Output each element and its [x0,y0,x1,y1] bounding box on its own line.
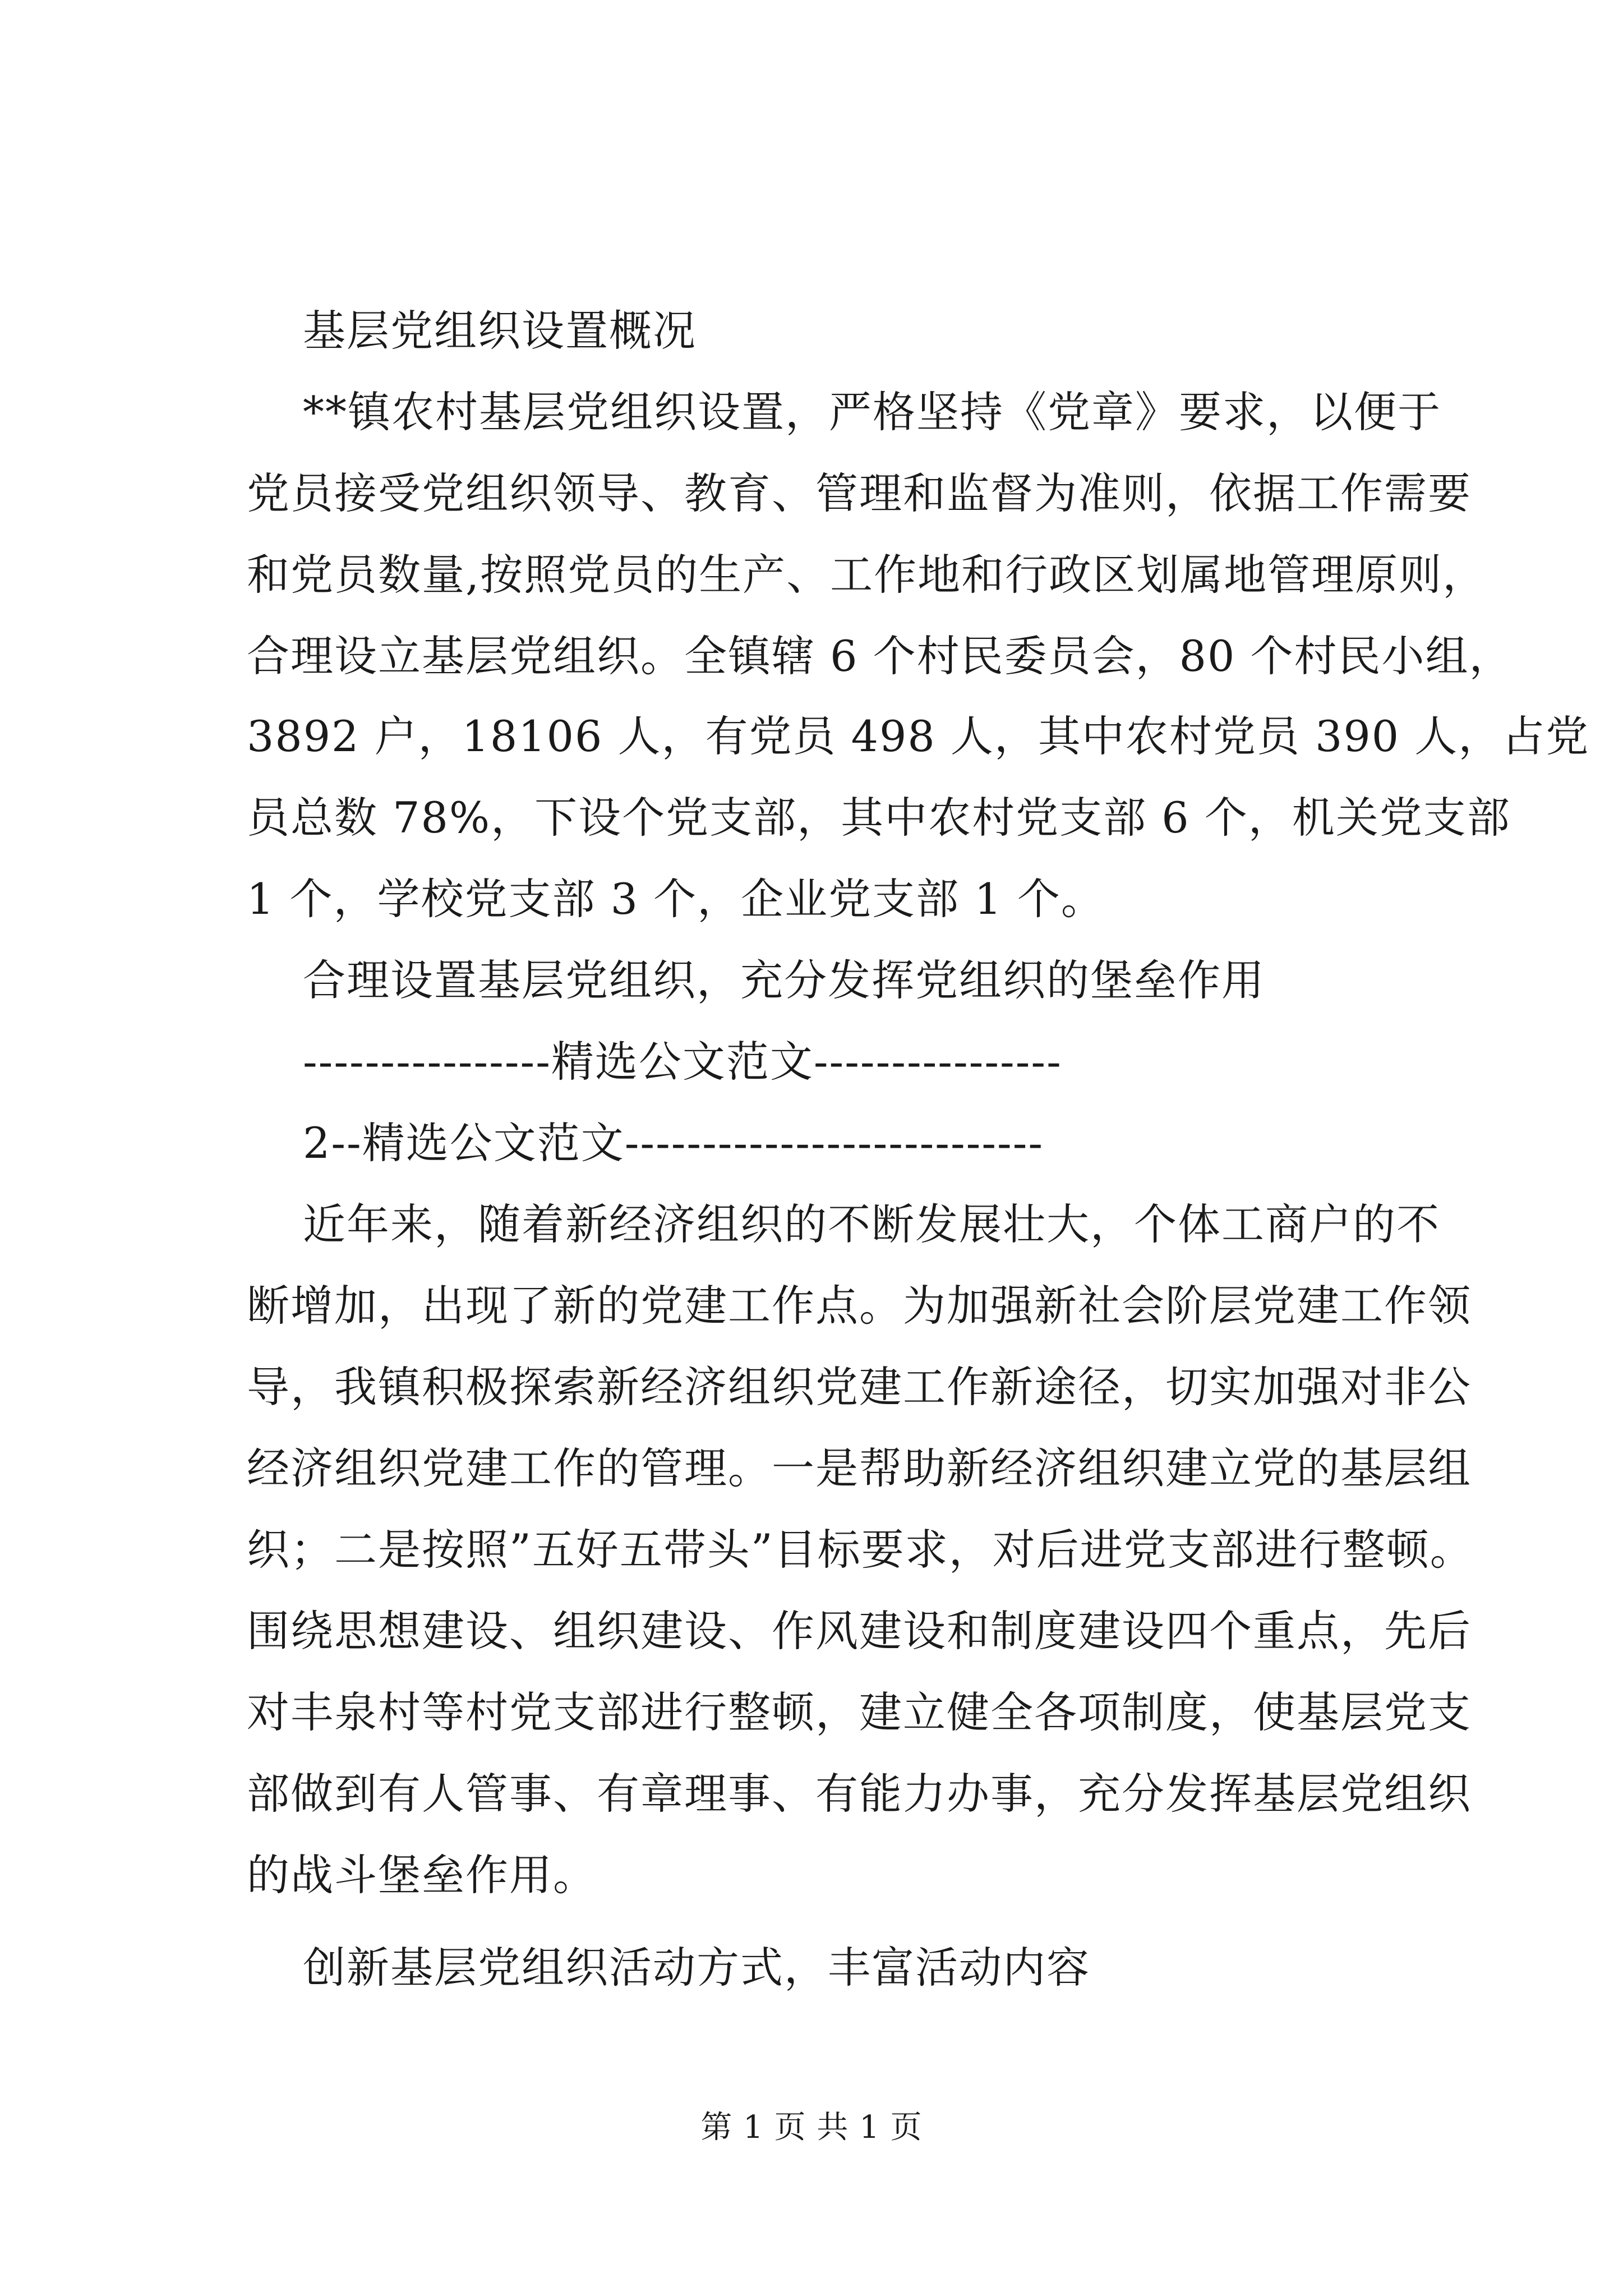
paragraph-line: **镇农村基层党组织设置，严格坚持《党章》要求，以便于 [303,387,1441,437]
separator-line: 2--精选公文范文--------------------------- [303,1118,1044,1168]
paragraph-line: 围绕思想建设、组织建设、作风建设和制度建设四个重点，先后 [247,1606,1472,1656]
separator-line: ----------------精选公文范文---------------- [303,1037,1062,1087]
paragraph-line: 对丰泉村等村党支部进行整顿，建立健全各项制度，使基层党支 [247,1687,1472,1737]
paragraph-line: 的战斗堡垒作用。 [247,1850,597,1900]
paragraph-line: 导，我镇积极探索新经济组织党建工作新途径，切实加强对非公 [247,1362,1472,1412]
paragraph-line: 党员接受党组织领导、教育、管理和监督为准则，依据工作需要 [247,468,1472,518]
paragraph-line: 合理设立基层党组织。全镇辖 6 个村民委员会，80 个村民小组， [247,631,1513,681]
paragraph-line: 和党员数量,按照党员的生产、工作地和行政区划属地管理原则， [247,550,1487,600]
page-footer: 第 1 页 共 1 页 [700,2109,923,2146]
paragraph-line: 近年来，随着新经济组织的不断发展壮大，个体工商户的不 [303,1199,1440,1249]
paragraph-line: 经济组织党建工作的管理。一是帮助新经济组织建立党的基层组 [247,1443,1472,1493]
section-heading-setup: 合理设置基层党组织，充分发挥党组织的堡垒作用 [303,955,1265,1005]
paragraph-line: 1 个，学校党支部 3 个，企业党支部 1 个。 [247,874,1105,924]
section-heading-innovation: 创新基层党组织活动方式，丰富活动内容 [303,1943,1090,1993]
section-heading-overview: 基层党组织设置概况 [303,306,697,356]
paragraph-line: 部做到有人管事、有章理事、有能力办事，充分发挥基层党组织 [247,1769,1472,1819]
paragraph-line: 织；二是按照”五好五带头”目标要求，对后进党支部进行整顿。 [247,1525,1474,1575]
paragraph-line: 断增加，出现了新的党建工作点。为加强新社会阶层党建工作领 [247,1281,1472,1331]
paragraph-line: 员总数 78%，下设个党支部，其中农村党支部 6 个，机关党支部 [247,793,1511,843]
paragraph-line: 3892 户，18106 人，有党员 498 人，其中农村党员 390 人，占党 [247,711,1590,761]
